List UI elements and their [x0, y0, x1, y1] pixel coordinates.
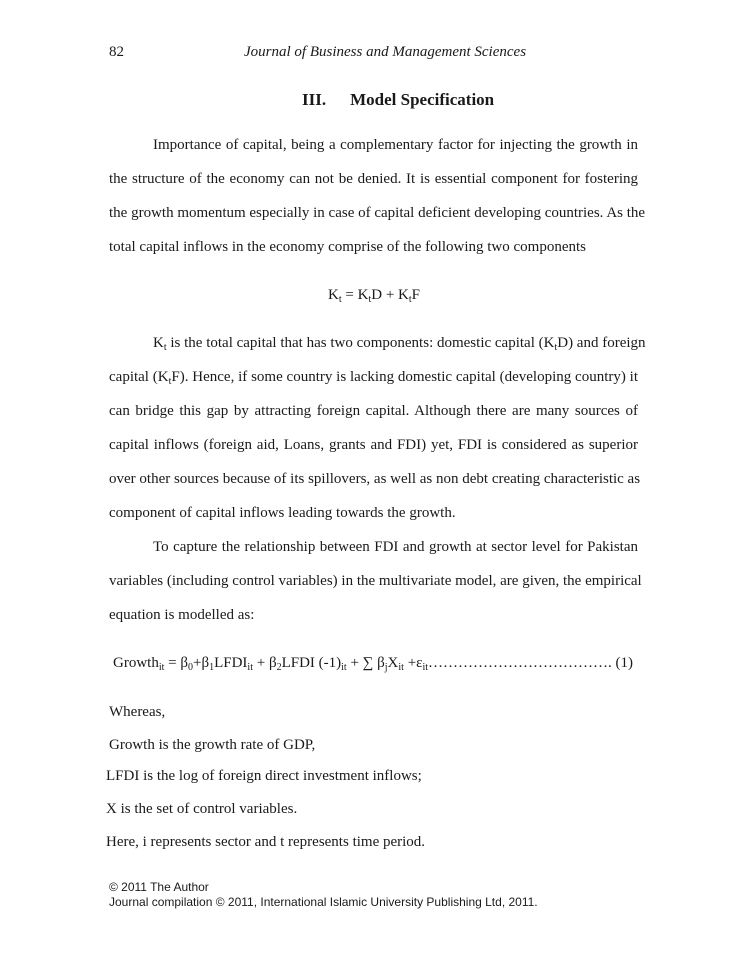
- eq1-k-total: K: [328, 287, 339, 303]
- paragraph-3-line-2: variables (including control variables) in the multivariate model, are given, the empirical: [109, 573, 642, 589]
- paragraph-3-line-1: To capture the relationship between FDI and growth at sector level for Pakistan: [153, 539, 638, 555]
- k-subscript: t: [554, 342, 558, 353]
- paragraph-1-line-3: the growth momentum especially in case of capital deficient developing countries. As the: [109, 205, 646, 221]
- section-title: Model Specification: [350, 90, 495, 109]
- eq2-term: + β: [252, 655, 277, 671]
- eq1-domestic-tail: D: [371, 287, 383, 303]
- eq2-subscript: it: [422, 662, 429, 673]
- paragraph-text: F). Hence, if some country is lacking domestic capital (developing country) it: [171, 369, 638, 385]
- definition-indices: Here, i represents sector and t represents time period.: [106, 834, 426, 850]
- eq2-term: + ∑ β: [346, 655, 385, 671]
- section-heading: [302, 90, 494, 110]
- eq2-subscript: 1: [209, 662, 215, 673]
- k-symbol: K: [153, 335, 164, 351]
- paragraph-3-line-3: equation is modelled as:: [109, 607, 255, 623]
- eq1-k-domestic: K: [357, 287, 369, 303]
- eq2-leader-dots: ……………………………….: [428, 655, 612, 671]
- eq1-plus: +: [382, 287, 399, 303]
- paragraph-text: is the total capital that has two components: domestic capital (K: [166, 335, 555, 351]
- paragraph-2-line-3: can bridge this gap by attracting foreign capital. Although there are many sources of: [109, 403, 638, 419]
- definition-lfdi: LFDI is the log of foreign direct investment inflows;: [106, 768, 422, 784]
- paragraph-text: D) and foreign: [557, 335, 646, 351]
- eq2-growth: Growth: [113, 655, 159, 671]
- eq2-term: LFDI (-1): [281, 655, 342, 671]
- paragraph-1-line-4: total capital inflows in the economy comprise of the following two components: [109, 239, 586, 255]
- footer-copyright: © 2011 The Author: [109, 880, 209, 894]
- eq2-subscript: 0: [187, 662, 193, 673]
- eq1-subscript: t: [368, 294, 372, 305]
- paragraph-2-line-6: component of capital inflows leading towards the growth.: [109, 505, 456, 521]
- eq2-subscript: it: [341, 662, 347, 673]
- paragraph-1-line-1: Importance of capital, being a complementary factor for injecting the growth in: [153, 137, 638, 153]
- eq2-subscript: it: [158, 662, 165, 673]
- paragraph-2-line-5: over other sources because of its spillovers, as well as non debt creating characteristic as: [109, 471, 641, 487]
- eq2-term: = β: [164, 655, 188, 671]
- eq1-equals: =: [341, 287, 358, 303]
- eq2-subscript: 2: [276, 662, 282, 673]
- paragraph-1-line-2: the structure of the economy can not be denied. It is essential component for fostering: [109, 171, 638, 187]
- eq2-term: +β: [192, 655, 210, 671]
- eq1-subscript: t: [408, 294, 412, 305]
- paragraph-2-line-4: capital inflows (foreign aid, Loans, grants and FDI) yet, FDI is considered as superior: [109, 437, 638, 453]
- page-number: 82: [109, 44, 124, 60]
- eq2-term: X: [387, 655, 399, 671]
- section-numeral: III.: [302, 90, 327, 109]
- capital-equation: [328, 287, 420, 304]
- paragraph-2-line-1: [153, 335, 646, 353]
- definition-x: X is the set of control variables.: [106, 801, 298, 817]
- running-header-journal-title: Journal of Business and Management Sciences: [244, 44, 527, 60]
- whereas-label: Whereas,: [109, 704, 166, 720]
- paragraph-2-line-2: [109, 369, 638, 386]
- equation-number: (1): [611, 655, 634, 671]
- paragraph-text: capital (K: [109, 369, 169, 385]
- eq1-foreign-tail: F: [411, 287, 420, 303]
- eq2-subscript: j: [384, 662, 388, 673]
- k-subscript: t: [163, 342, 167, 353]
- growth-equation: [113, 655, 633, 672]
- footer-journal-compilation: Journal compilation © 2011, International Islamic University Publishing Ltd, 2011.: [109, 895, 538, 909]
- eq2-subscript: it: [247, 662, 253, 673]
- eq1-k-foreign: K: [398, 287, 409, 303]
- eq2-term: LFDI: [214, 655, 248, 671]
- definition-growth: Growth is the growth rate of GDP,: [109, 737, 316, 753]
- k-subscript: t: [168, 376, 172, 387]
- eq2-subscript: it: [398, 662, 404, 673]
- eq1-subscript: t: [338, 294, 342, 305]
- eq2-term: +ε: [403, 655, 423, 671]
